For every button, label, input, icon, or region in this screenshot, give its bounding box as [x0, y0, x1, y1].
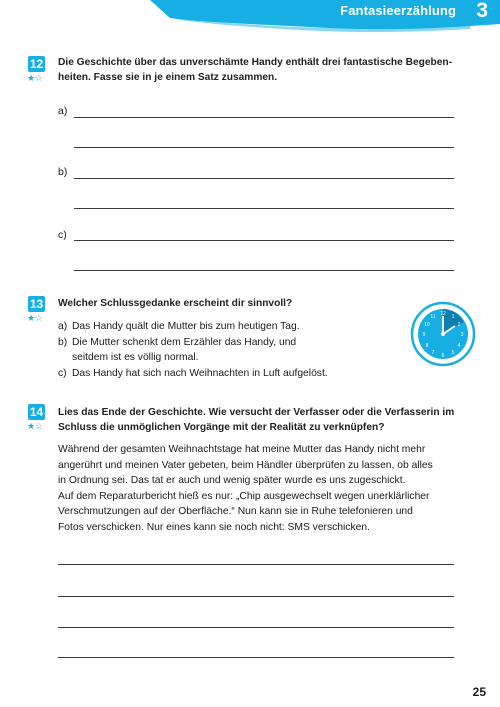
question-line: Die Geschichte über das unverschämte Handy enthält drei fantastische Begeben- [58, 57, 453, 68]
option-text: Das Handy quält die Mutter bis zum heutigen Tag. [72, 321, 300, 332]
difficulty-stars: ★☆ [27, 313, 43, 323]
chapter-number: 3 [476, 0, 488, 22]
svg-text:7: 7 [431, 350, 435, 356]
svg-text:10: 10 [424, 322, 430, 328]
task-question [58, 296, 292, 311]
section-title: Fantasieerzählung [340, 3, 456, 18]
question-line: Schluss die unmöglichen Vorgänge mit der Realität zu verknüpfen? [58, 422, 385, 433]
story-line: Auf dem Reparaturbericht hieß es nur: „Chip ausgewechselt wegen unerklärlicher [58, 490, 430, 502]
page-number: 25 [472, 685, 486, 699]
option-text: seitdem ist es völlig normal. [72, 352, 199, 363]
option-text: Die Mutter schenkt dem Erzähler das Handy, und [72, 336, 297, 348]
answer-line[interactable] [74, 117, 454, 118]
option-b-continued [58, 350, 328, 366]
task-question [58, 405, 454, 435]
svg-text:1: 1 [451, 314, 455, 320]
answer-label-a: a) [58, 105, 68, 117]
answer-label-c: c) [58, 229, 67, 241]
option-c[interactable] [58, 366, 328, 382]
answer-line[interactable] [58, 657, 454, 658]
svg-text:9: 9 [422, 332, 426, 338]
story-excerpt [58, 442, 463, 535]
answer-label-b: b) [58, 166, 68, 178]
answer-line[interactable] [74, 208, 454, 209]
answer-options [58, 319, 328, 381]
story-line: angerührt und meinen Vater gebeten, beim Händler überprüfen zu lassen, ob alles [58, 459, 433, 471]
svg-text:4: 4 [457, 343, 461, 349]
svg-text:2: 2 [457, 322, 461, 328]
answer-line[interactable] [58, 564, 454, 565]
svg-text:11: 11 [430, 314, 436, 320]
task-number-badge: 14 [29, 405, 44, 419]
task-number-badge: 13 [29, 297, 44, 311]
svg-text:3: 3 [460, 332, 464, 338]
svg-text:12: 12 [440, 311, 446, 317]
story-line: Verschmutzungen auf der Oberfläche.“ Nun kann sie in Ruhe telefonieren und [58, 506, 413, 517]
svg-text:8: 8 [425, 343, 429, 349]
difficulty-stars: ★☆ [27, 73, 43, 83]
answer-line[interactable] [58, 627, 454, 628]
clock-icon [410, 301, 476, 367]
answer-line[interactable] [58, 596, 454, 597]
task-question [58, 55, 452, 85]
answer-line[interactable] [74, 147, 454, 148]
task-number-badge: 12 [29, 57, 44, 71]
option-letter: c) [58, 367, 67, 379]
option-text: Das Handy hat sich nach Weihnachten in Luft aufgelöst. [72, 367, 328, 379]
answer-line[interactable] [74, 178, 454, 179]
story-line: Fotos verschicken. Nur eines kann sie noch nicht: SMS verschicken. [58, 521, 370, 533]
difficulty-stars: ★☆ [27, 421, 43, 431]
question-line: Lies das Ende der Geschichte. Wie versucht der Verfasser oder die Verfasserin im [58, 407, 455, 418]
answer-line[interactable] [74, 240, 454, 241]
svg-text:6: 6 [441, 353, 445, 359]
answer-line[interactable] [74, 270, 454, 271]
option-letter: a) [58, 321, 68, 332]
svg-text:5: 5 [451, 350, 455, 356]
option-b[interactable] [58, 335, 328, 351]
story-line: Während der gesamten Weihnachtstage hat meine Mutter das Handy nicht mehr [58, 444, 426, 455]
story-line: in Ordnung sei. Das tat er auch und wenig später wurde es uns zugeschickt. [58, 475, 406, 486]
section-header [0, 0, 500, 44]
question-line: Welcher Schlussgedanke erscheint dir sinnvoll? [58, 298, 293, 309]
option-letter: b) [58, 336, 68, 348]
question-line: heiten. Fasse sie in je einem Satz zusammen. [58, 72, 278, 83]
option-a[interactable] [58, 319, 328, 335]
